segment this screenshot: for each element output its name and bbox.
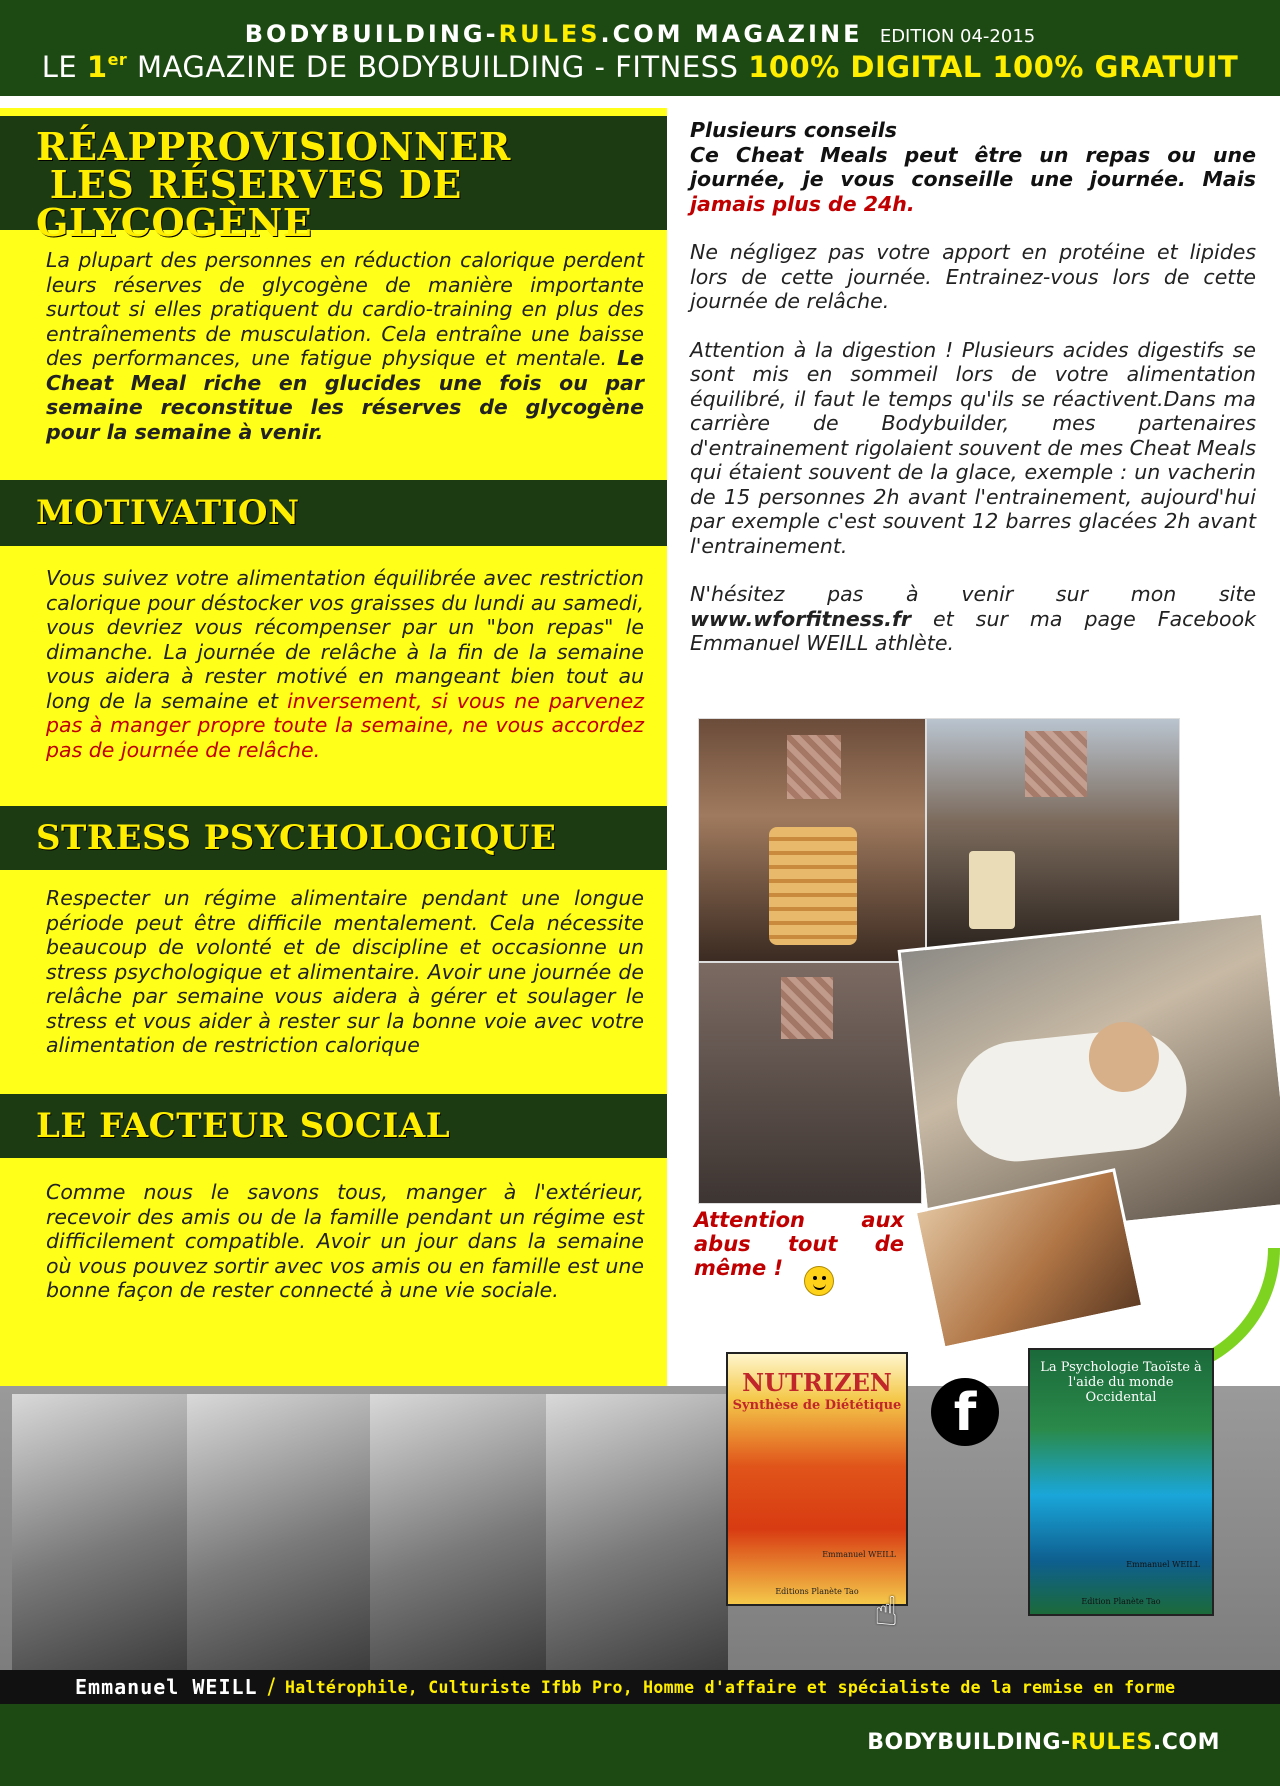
- website-link[interactable]: www.wforfitness.fr: [690, 606, 911, 631]
- title-text: LE FACTEUR SOCIAL: [36, 1106, 451, 1146]
- title-line: LES RÉSERVES DE: [36, 162, 462, 207]
- book-author: Emmanuel WEILL: [1126, 1560, 1200, 1569]
- title-line: RÉAPPROVISIONNER: [36, 124, 511, 169]
- bodybuilder-photo: [546, 1394, 728, 1670]
- milkshake-glass: [969, 851, 1015, 929]
- pointing-hand-icon: ☝: [874, 1589, 899, 1635]
- blurred-face: [1025, 731, 1087, 797]
- brand-post: .COM MAGAZINE: [600, 20, 863, 48]
- magazine-header: [0, 0, 1280, 96]
- body-bold: Le Cheat Meal riche en glucides une fois ou par semaine reconstitue les réserves de glycogène pour la semaine à venir.: [46, 346, 644, 444]
- book-psychologie-taoiste[interactable]: [1028, 1348, 1214, 1616]
- photo-gym: [698, 962, 922, 1204]
- section-title-glycogen: [0, 116, 667, 245]
- section-title-motivation: [0, 480, 667, 546]
- book-author: Emmanuel WEILL: [822, 1550, 896, 1559]
- footer-site[interactable]: [867, 1730, 1220, 1755]
- book-subtitle: Synthèse de Diététique: [732, 1398, 902, 1413]
- brand-accent: RULES: [498, 20, 601, 48]
- masthead: [0, 20, 1280, 48]
- body-text: Comme nous le savons tous, manger à l'extérieur, recevoir des amis ou de la famille pendant un régime est difficilement compatible. Avoir un jour dans la semaine où vous pouvez sortir avec vos amis ou en famille est une bonne façon de rester connecté à une vie sociale.: [46, 1180, 644, 1302]
- tips-paragraph: Attention à la digestion ! Plusieurs acides digestifs se sont mis en sommeil lors de votre alimentation équilibré, il faut le temps qu'ils se réactivent.Dans ma carrière de Bodybuilder, mes partenaires d'entrainement rigolaient souvent de mes Cheat Meals qui étaient souvent de la glace, exemple : un vacherin de 15 personnes 2h avant l'entrainement, aujourd'hui par exemple c'est souvent 12 barres glacées 2h avant l'entrainement.: [690, 337, 1256, 558]
- magazine-footer: [0, 1704, 1280, 1786]
- section-title-social: [0, 1094, 667, 1158]
- smiley-icon: [804, 1266, 834, 1296]
- edition-label: EDITION 04-2015: [879, 26, 1036, 47]
- pancake-stack: [769, 827, 857, 945]
- tagline: [0, 50, 1280, 84]
- section-title-stress: [0, 806, 667, 870]
- author-bar: [0, 1670, 1280, 1704]
- footer-site-pre: BODYBUILDING-: [867, 1730, 1071, 1755]
- section-body-stress: [46, 886, 644, 1058]
- collage-caption: Attention aux abus tout de même !: [694, 1208, 904, 1280]
- title-line: GLYCOGÈNE: [36, 200, 313, 245]
- book-publisher: Edition Planète Tao: [1081, 1597, 1161, 1606]
- book-title: NUTRIZEN: [742, 1368, 892, 1397]
- book-title: La Psychologie Taoïste à l'aide du monde Occidental: [1040, 1360, 1202, 1405]
- facebook-icon[interactable]: f: [931, 1378, 999, 1446]
- author-name: Emmanuel WEILL: [75, 1675, 258, 1699]
- tips-paragraph: Ne négligez pas votre apport en protéine et lipides lors de cette journée. Entrainez-vous lors de cette journée de relâche.: [690, 240, 1256, 313]
- title-text: MOTIVATION: [36, 493, 300, 533]
- tips-paragraph: [690, 582, 1256, 656]
- section-body-motivation: [46, 566, 644, 762]
- tips-head2-red: jamais plus de 24h.: [690, 191, 915, 216]
- photo-pancakes: [698, 718, 926, 962]
- author-separator: /: [267, 1674, 275, 1700]
- footer-site-post: .COM: [1152, 1730, 1220, 1755]
- body-text: Respecter un régime alimentaire pendant une longue période peut être difficile mentalement. Cela nécessite beaucoup de volonté et de discipline et occasionne un stress psychologique et alimentaire. Avoir une journée de relâche par semaine vous aidera à gérer et soulager le stress et vous aider à rester sur la bonne voie avec votre alimentation de restriction calorique: [46, 886, 644, 1057]
- book-nutrizen[interactable]: [726, 1352, 908, 1606]
- tagline-sup: er: [107, 50, 128, 69]
- footer-site-accent: RULES: [1070, 1730, 1153, 1755]
- brand-pre: BODYBUILDING-: [244, 20, 499, 48]
- body-red: inversement, si vous ne parvenez pas à manger propre toute la semaine, ne vous accordez pas de journée de relâche.: [46, 688, 644, 762]
- tagline-accent: 100% DIGITAL 100% GRATUIT: [748, 50, 1239, 84]
- tips-p3-pre: N'hésitez pas à venir sur mon site: [690, 582, 1256, 606]
- section-body-glycogen: [46, 248, 644, 444]
- tagline-rank: 1: [86, 50, 108, 84]
- blurred-face: [781, 977, 833, 1039]
- tips-heading: [690, 118, 1256, 216]
- body-text: Vous suivez votre alimentation équilibrée avec restriction calorique pour déstocker vos graisses du lundi au samedi, vous devriez vous récompenser par un "bon repas" le dimanche. La journée de relâche à la fin de la semaine vous aidera à rester motivé en mangeant bien tout au long de la semaine et: [46, 566, 644, 713]
- tips-head1: Plusieurs conseils: [690, 118, 898, 142]
- tips-p3-post: et sur ma page Facebook Emmanuel WEILL athlète.: [690, 606, 1256, 655]
- tips-head2: Ce Cheat Meals peut être un repas ou une journée, je vous conseille une journée. Mais: [690, 142, 1256, 191]
- right-column: [690, 118, 1256, 680]
- blurred-face: [787, 735, 841, 799]
- book-publisher: Editions Planète Tao: [775, 1587, 859, 1596]
- section-body-social: [46, 1180, 644, 1303]
- bodybuilder-photo: [187, 1394, 370, 1670]
- title-text: STRESS PSYCHOLOGIQUE: [36, 818, 557, 858]
- photo-milkshake: [926, 718, 1180, 948]
- bodybuilder-photo: [12, 1394, 187, 1670]
- tagline-pre: LE: [41, 50, 87, 84]
- body-text: La plupart des personnes en réduction calorique perdent leurs réserves de glycogène de manière importante surtout si elles pratiquent du cardio-training en plus des entraînements de musculation. Cela entraîne une baisse des performances, une fatigue physique et mentale.: [46, 248, 644, 370]
- bodybuilder-photo: [370, 1394, 546, 1670]
- tagline-mid: MAGAZINE DE BODYBUILDING - FITNESS: [127, 50, 749, 84]
- author-description: Haltérophile, Culturiste Ifbb Pro, Homme d'affaire et spécialiste de la remise en forme: [285, 1677, 1176, 1697]
